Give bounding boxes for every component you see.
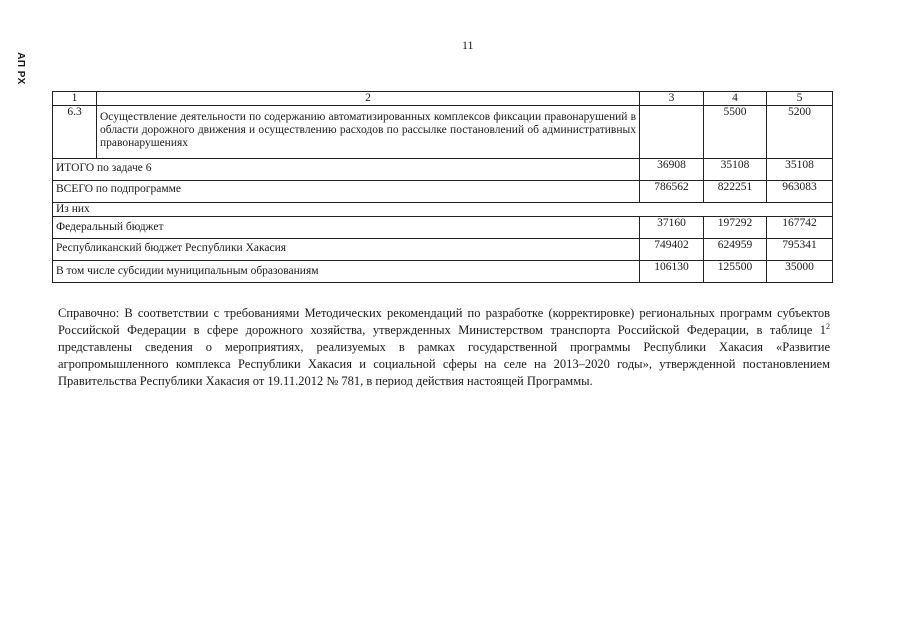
- row-label: Федеральный бюджет: [53, 217, 640, 239]
- cell-value-3: 749402: [640, 239, 704, 261]
- header-cell: 1: [53, 92, 97, 106]
- table-header-row: [53, 92, 833, 106]
- cell-value-5: 795341: [767, 239, 833, 261]
- side-label: АП РХ: [14, 51, 26, 85]
- cell-value-5: 167742: [767, 217, 833, 239]
- footnote-superscript: 2: [826, 321, 830, 331]
- budget-table: [52, 91, 833, 283]
- header-cell: 2: [97, 92, 640, 106]
- cell-value-3: [640, 106, 704, 159]
- reference-note-text: Справочно: В соответствии с требованиями Методических рекомендаций по разработке (корректировке) региональных программ субъектов Российской Федерации в сфере дорожного хозяйства, утвержденных Министерством транспорта Российской Федерации, в таблице $1^2$ представлены сведения о мероприятиях, реализуемых в рамках государственной программы Республики Хакасия «Развитие агропромышленного комплекса Республики Хакасия и социальной сферы на селе на 2013–2020 годы», утвержденной постановлением Правительства Республики Хакасия от 19.11.2012 № 781, в период действия настоящей Программы.: [58, 306, 830, 388]
- cell-value-3: 106130: [640, 261, 704, 283]
- table-row-vsego: [53, 181, 833, 203]
- row-label: Из них: [53, 203, 833, 217]
- cell-value-4: 624959: [704, 239, 767, 261]
- row-number: 6.3: [53, 106, 97, 159]
- cell-value-4: 822251: [704, 181, 767, 203]
- cell-value-5: 35000: [767, 261, 833, 283]
- header-cell: 4: [704, 92, 767, 106]
- cell-value-4: 197292: [704, 217, 767, 239]
- cell-value-3: 786562: [640, 181, 704, 203]
- cell-value-5: 963083: [767, 181, 833, 203]
- row-label: ВСЕГО по подпрограмме: [53, 181, 640, 203]
- table-row-itogo: [53, 159, 833, 181]
- cell-value-3: 36908: [640, 159, 704, 181]
- table-row-iz-nih: [53, 203, 833, 217]
- cell-value-5: 5200: [767, 106, 833, 159]
- header-cell: 3: [640, 92, 704, 106]
- reference-note: [58, 305, 830, 390]
- cell-value-3: 37160: [640, 217, 704, 239]
- row-description: Осуществление деятельности по содержанию автоматизированных комплексов фиксации правонарушений в области дорожного движения и осуществлению расходов по рассылке постановлений об административных правонарушениях: [97, 106, 640, 159]
- page-number: 11: [462, 38, 474, 52]
- table-row-subsidies: [53, 261, 833, 283]
- cell-value-4: 35108: [704, 159, 767, 181]
- row-label: ИТОГО по задаче 6: [53, 159, 640, 181]
- cell-value-5: 35108: [767, 159, 833, 181]
- table-row-federal: [53, 217, 833, 239]
- table-row-6-3: [53, 106, 833, 159]
- row-label: Республиканский бюджет Республики Хакасия: [53, 239, 640, 261]
- cell-value-4: 125500: [704, 261, 767, 283]
- header-cell: 5: [767, 92, 833, 106]
- row-label: В том числе субсидии муниципальным образованиям: [53, 261, 640, 283]
- table-row-republic: [53, 239, 833, 261]
- cell-value-4: 5500: [704, 106, 767, 159]
